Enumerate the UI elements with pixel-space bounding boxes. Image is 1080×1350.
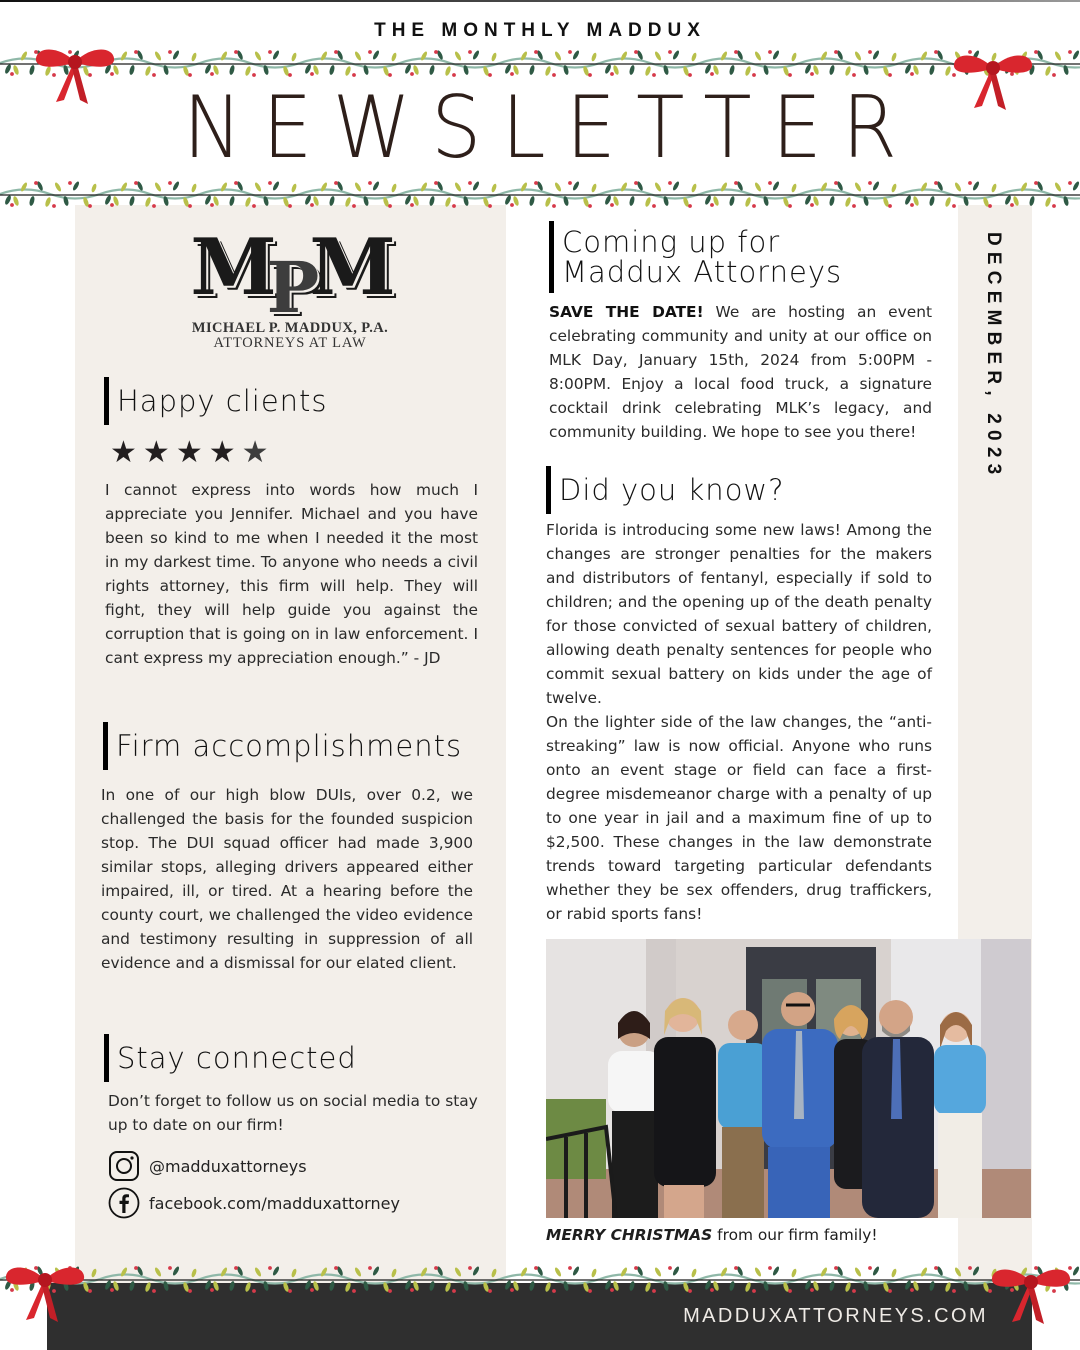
stay-connected-body: Don’t forget to follow us on social media to stay up to date on our firm! xyxy=(108,1092,478,1134)
section-heading-coming-up: Coming up for Maddux Attorneys xyxy=(549,221,842,293)
photo-caption: MERRY CHRISTMAS from our firm family! xyxy=(546,1226,878,1244)
newsletter-title: NEWSLETTER xyxy=(182,78,918,178)
heading-accent-bar xyxy=(104,377,109,425)
bow-icon xyxy=(0,1262,90,1326)
star-icon: ★ xyxy=(175,435,203,470)
accomplishments-body: In one of our high blow DUIs, over 0.2, we challenged the basis for the founded suspicion stop. The DUI squad officer had made 3,900 similar stops, alleging drivers appeared either impaired, ill, or tired. At a hearing before the county court, we challenged the video evidence and testimony resulting in suppression of all evidence and a dismissal for our elated client. xyxy=(101,786,473,972)
heading-accent-bar xyxy=(549,221,554,293)
facebook-icon xyxy=(108,1187,140,1219)
star-icon: ★ xyxy=(241,435,269,470)
heading-accent-bar xyxy=(103,722,108,770)
garland-top xyxy=(0,46,1080,80)
save-the-date-label: SAVE THE DATE! xyxy=(549,303,704,321)
logo-tagline: ATTORNEYS AT LAW xyxy=(213,335,367,351)
star-icon: ★ xyxy=(208,435,236,470)
top-rule xyxy=(0,0,1080,2)
garland-bottom xyxy=(0,1262,1080,1296)
garland-middle xyxy=(0,177,1080,211)
facebook-link[interactable]: facebook.com/madduxattorney xyxy=(108,1187,400,1219)
bow-icon xyxy=(986,1264,1076,1328)
website-link[interactable]: MADDUXATTORNEYS.COM xyxy=(683,1305,988,1327)
newsletter-kicker: THE MONTHLY MADDUX xyxy=(374,20,706,41)
star-rating xyxy=(110,435,269,470)
team-photo xyxy=(546,939,1031,1218)
section-heading-did-you-know: Did you know? xyxy=(546,466,785,514)
section-heading-firm-accomplishments: Firm accomplishments xyxy=(103,722,462,770)
bow-icon xyxy=(30,44,120,108)
star-icon: ★ xyxy=(110,435,137,470)
heading-accent-bar xyxy=(104,1034,109,1082)
event-announcement: SAVE THE DATE! We are hosting an event celebrating community and unity at our office on MLK Day, January 15th, 2024 from 5:00PM - 8:00PM. Enjoy a local food truck, a signature cocktail drink celebrating MLK’s legacy, and community building. We hope to see you there! xyxy=(549,303,932,441)
logo-firm-name: MICHAEL P. MADDUX, P.A. xyxy=(191,320,389,336)
logo-monogram: MPM xyxy=(190,222,390,329)
star-icon: ★ xyxy=(142,435,170,470)
section-heading-stay-connected: Stay connected xyxy=(104,1034,357,1082)
team-photo-illustration xyxy=(546,939,1031,1218)
bow-icon xyxy=(948,50,1038,114)
garland-icon xyxy=(0,1262,1080,1296)
heading-accent-bar xyxy=(546,466,551,514)
did-you-know-paragraph-1: Florida is introducing some new laws! Among the changes are stronger penalties for the makers and distributors of fentanyl, especially if sold to children; and the opening up of the death penalty for those convicted of sexual battery of children, allowing death penalty sentences for people who commit sexual battery on kids under the age of twelve. xyxy=(546,521,932,707)
garland-icon xyxy=(0,177,1080,211)
instagram-icon xyxy=(108,1150,140,1182)
firm-logo xyxy=(140,222,440,360)
garland-icon xyxy=(0,46,1080,80)
did-you-know-paragraph-2: On the lighter side of the law changes, the “anti-streaking” law is now official. Anyone who runs onto an event stage or field can face a first-degree misdemeanor charge with a penalty of up to one year in jail and a maximum fine of up to $2,500. These changes in the law demonstrate trends toward targeting particular defendants whether they be sex offenders, drug traffickers, or rabid sports fans! xyxy=(546,713,932,923)
issue-date: DECEMBER, 2023 xyxy=(983,232,1004,481)
instagram-link[interactable]: @madduxattorneys xyxy=(108,1150,307,1182)
section-heading-happy-clients: Happy clients xyxy=(104,377,328,425)
testimonial-quote: I cannot express into words how much I appreciate you Jennifer. Michael and you have been so kind to me when I needed it the most in my darkest time. To anyone who needs a civil rights attorney, this firm will help. They will fight, they will help guide you against the corruption that is going on in law enforcement. I cant express my appreciation enough.” - JD xyxy=(105,481,478,667)
